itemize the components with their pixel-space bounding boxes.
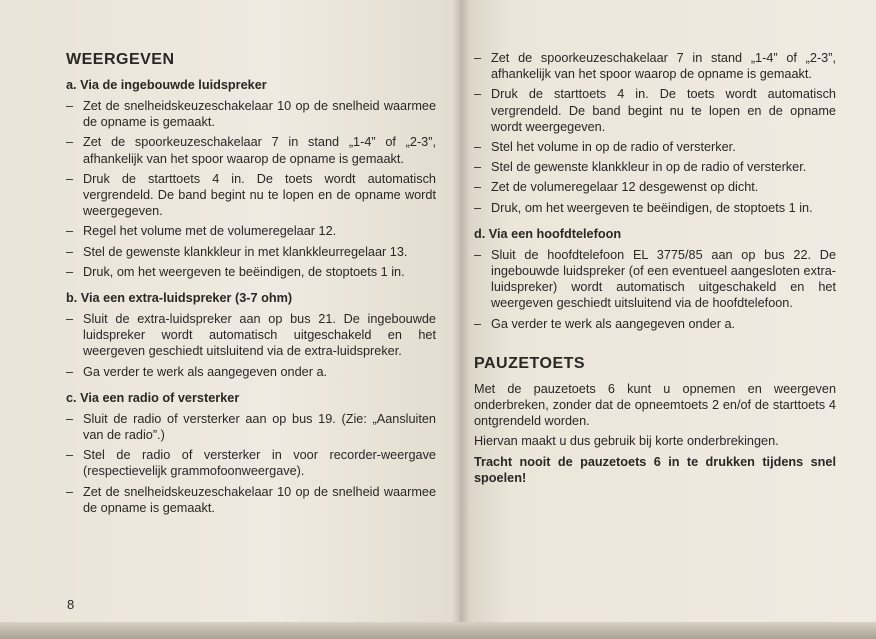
section-b-title: b. Via een extra-luidspreker (3-7 ohm)	[66, 291, 293, 306]
list-item: – Zet de spoorkeuzeschakelaar 7 in stand „1-4” of „2-3”, afhankelijk van het spoor waarop de opname is gemaakt.	[66, 134, 436, 166]
section-c-title: c. Via een radio of versterker	[66, 390, 240, 405]
list-item: – Stel het volume in op de radio of versterker.	[474, 139, 836, 155]
book-gutter	[452, 0, 470, 639]
weergeven-heading: WEERGEVEN	[66, 51, 175, 68]
list-item: – Stel de gewenste klankkleur in op de radio of versterker.	[474, 159, 836, 175]
list-item: – Sluit de extra-luidspreker aan op bus 21. De ingebouwde luidspreker wordt automatisch uitgeschakeld en het weergeven geschiedt uitsluitend via de extra-luidspreker.	[66, 311, 436, 360]
list-item: – Zet de snelheidskeuzeschakelaar 10 op de snelheid waarmee de opname is gemaakt.	[66, 484, 436, 516]
list-item: – Druk de starttoets 4 in. De toets wordt automatisch vergrendeld. De band begint nu te lopen en de opname wordt weergegeven.	[474, 86, 836, 135]
section-a-list	[66, 98, 436, 280]
list-item: – Sluit de hoofdtelefoon EL 3775/85 aan op bus 22. De ingebouwde luidspreker (of een eventueel aangesloten extra-luidspreker) wordt automatisch uitgeschakeld en het weergeven geschiedt uitsluitend via de hoofdtelefoon.	[474, 247, 836, 312]
right-page-content	[474, 50, 836, 490]
list-item: – Druk, om het weergeven te beëindigen, de stoptoets 1 in.	[474, 200, 836, 216]
section-c	[66, 390, 436, 516]
pauze-paragraph: Hiervan maakt u dus gebruik bij korte onderbrekingen.	[474, 434, 779, 449]
section-c-list	[66, 411, 436, 516]
section-c-continued	[474, 50, 836, 216]
pauze-paragraph: Met de pauzetoets 6 kunt u opnemen en weergeven onderbreken, zonder dat de opneemtoets 2 en/of de starttoets 4 ontgrendeld worden.	[474, 381, 836, 429]
section-a	[66, 77, 436, 280]
section-c-continued-list	[474, 50, 836, 216]
list-item: – Zet de spoorkeuzeschakelaar 7 in stand „1-4” of „2-3”, afhankelijk van het spoor waarop de opname is gemaakt.	[474, 50, 836, 82]
pauze-warning: Tracht nooit de pauzetoets 6 in te drukken tijdens snel spoelen!	[474, 454, 836, 485]
list-item: – Druk de starttoets 4 in. De toets wordt automatisch vergrendeld. De band begint nu te lopen en de opname wordt weergegeven.	[66, 171, 436, 220]
list-item: – Ga verder te werk als aangegeven onder a.	[474, 316, 836, 332]
list-item: – Stel de gewenste klankkleur in met klankkleurregelaar 13.	[66, 244, 436, 260]
list-item: – Zet de snelheidskeuzeschakelaar 10 op de snelheid waarmee de opname is gemaakt.	[66, 98, 436, 130]
list-item: – Stel de radio of versterker in voor recorder-weergave (respectievelijk grammofoonweergave).	[66, 447, 436, 479]
right-page	[460, 0, 876, 639]
page-number: 8	[67, 597, 75, 612]
left-page-content	[66, 50, 436, 526]
list-item: – Sluit de radio of versterker aan op bus 19. (Zie: „Aansluiten van de radio”.)	[66, 411, 436, 443]
section-a-title: a. Via de ingebouwde luidspreker	[66, 78, 267, 92]
section-d	[474, 226, 836, 332]
list-item: – Zet de volumeregelaar 12 desgewenst op dicht.	[474, 179, 836, 195]
list-item: – Druk, om het weergeven te beëindigen, de stoptoets 1 in.	[66, 264, 436, 280]
section-d-title: d. Via een hoofdtelefoon	[474, 226, 622, 241]
list-item: – Ga verder te werk als aangegeven onder a.	[66, 364, 436, 380]
list-item: – Regel het volume met de volumeregelaar 12.	[66, 223, 436, 239]
section-b-list	[66, 311, 436, 380]
page-bottom-edge	[0, 622, 876, 639]
section-d-list	[474, 247, 836, 332]
pauzetoets-heading: PAUZETOETS	[474, 354, 586, 372]
section-b	[66, 290, 436, 380]
